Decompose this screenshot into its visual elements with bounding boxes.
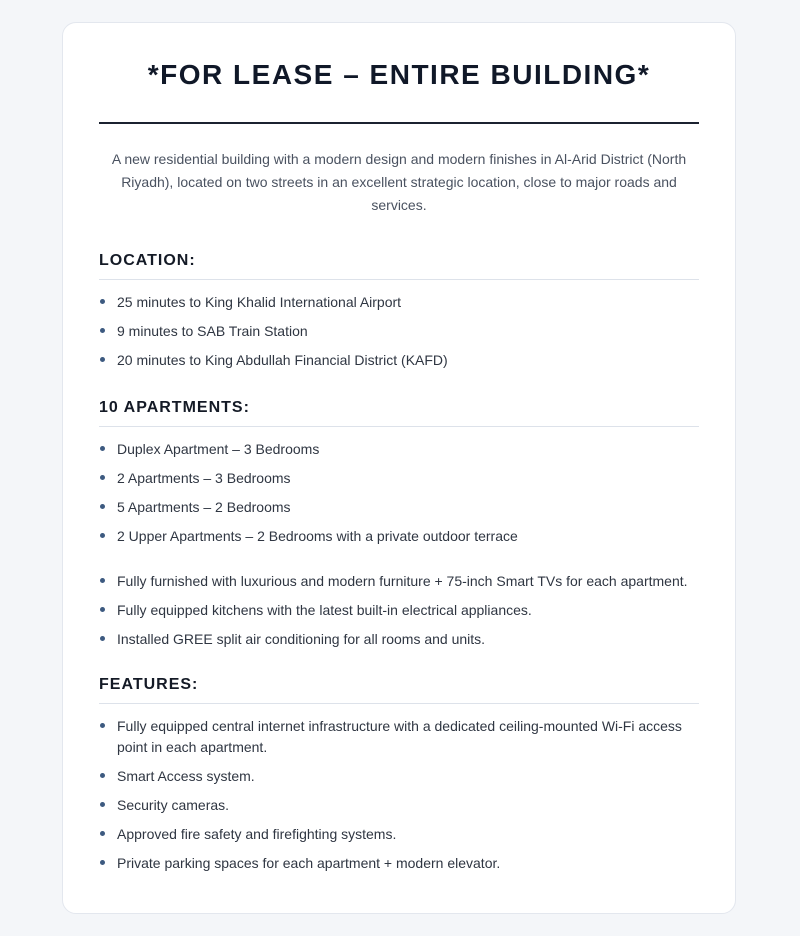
bullet-icon xyxy=(100,773,105,778)
bullet-icon xyxy=(100,328,105,333)
bullet-icon xyxy=(100,802,105,807)
title-divider xyxy=(99,122,699,124)
list-item xyxy=(99,468,699,489)
list-item-text: Duplex Apartment – 3 Bedrooms xyxy=(117,441,320,457)
list-item-text: 2 Upper Apartments – 2 Bedrooms with a private outdoor terrace xyxy=(117,528,518,544)
list-item xyxy=(99,600,699,621)
list-item xyxy=(99,497,699,518)
list-item xyxy=(99,350,699,371)
list-item xyxy=(99,292,699,313)
list-item-text: Smart Access system. xyxy=(117,768,255,784)
location-section xyxy=(99,251,699,371)
list-item-text: Fully equipped central internet infrastructure with a dedicated ceiling-mounted Wi-Fi access point in each apartment. xyxy=(117,718,682,755)
list-item xyxy=(99,526,699,547)
bullet-icon xyxy=(100,723,105,728)
list-item-text: Approved fire safety and firefighting systems. xyxy=(117,826,397,842)
bullet-icon xyxy=(100,533,105,538)
list-item-text: Private parking spaces for each apartment + modern elevator. xyxy=(117,855,501,871)
list-item xyxy=(99,716,699,758)
bullet-icon xyxy=(100,636,105,641)
bullet-icon xyxy=(100,607,105,612)
list-item-text: 2 Apartments – 3 Bedrooms xyxy=(117,470,291,486)
list-item-text: Installed GREE split air conditioning for all rooms and units. xyxy=(117,631,486,647)
apartment-units-list xyxy=(99,439,699,547)
features-divider xyxy=(99,703,699,704)
list-item xyxy=(99,571,699,592)
list-item-text: 25 minutes to King Khalid International Airport xyxy=(117,294,402,310)
list-item xyxy=(99,853,699,874)
list-item-text: 9 minutes to SAB Train Station xyxy=(117,323,308,339)
bullet-icon xyxy=(100,504,105,509)
bullet-icon xyxy=(100,299,105,304)
list-item-text: 5 Apartments – 2 Bedrooms xyxy=(117,499,291,515)
apartments-section xyxy=(99,398,699,650)
features-list xyxy=(99,716,699,874)
bullet-icon xyxy=(100,860,105,865)
location-heading: LOCATION: xyxy=(99,252,196,269)
features-heading: FEATURES: xyxy=(99,676,199,693)
list-item xyxy=(99,795,699,816)
list-item xyxy=(99,629,699,650)
list-item-text: Security cameras. xyxy=(117,797,230,813)
apartments-heading: 10 APARTMENTS: xyxy=(99,399,250,416)
listing-title: *FOR LEASE – ENTIRE BUILDING* xyxy=(147,59,651,90)
apartments-divider xyxy=(99,426,699,427)
bullet-icon xyxy=(100,578,105,583)
list-item-text: Fully furnished with luxurious and modern furniture + 75-inch Smart TVs for each apartment. xyxy=(117,573,688,589)
listing-card xyxy=(62,22,736,914)
bullet-icon xyxy=(100,446,105,451)
apartment-amenities-list xyxy=(99,571,699,650)
intro-paragraph: A new residential building with a modern design and modern finishes in Al-Arid District (North Riyadh), located on two streets in an excellent strategic location, close to major roads and services. xyxy=(111,151,687,213)
list-item xyxy=(99,439,699,460)
list-item-text: 20 minutes to King Abdullah Financial District (KAFD) xyxy=(117,352,448,368)
bullet-icon xyxy=(100,831,105,836)
bullet-icon xyxy=(100,475,105,480)
list-item xyxy=(99,321,699,342)
location-list xyxy=(99,292,699,371)
list-item-text: Fully equipped kitchens with the latest built-in electrical appliances. xyxy=(117,602,532,618)
features-section xyxy=(99,675,699,874)
list-item xyxy=(99,824,699,845)
location-divider xyxy=(99,279,699,280)
bullet-icon xyxy=(100,357,105,362)
list-item xyxy=(99,766,699,787)
